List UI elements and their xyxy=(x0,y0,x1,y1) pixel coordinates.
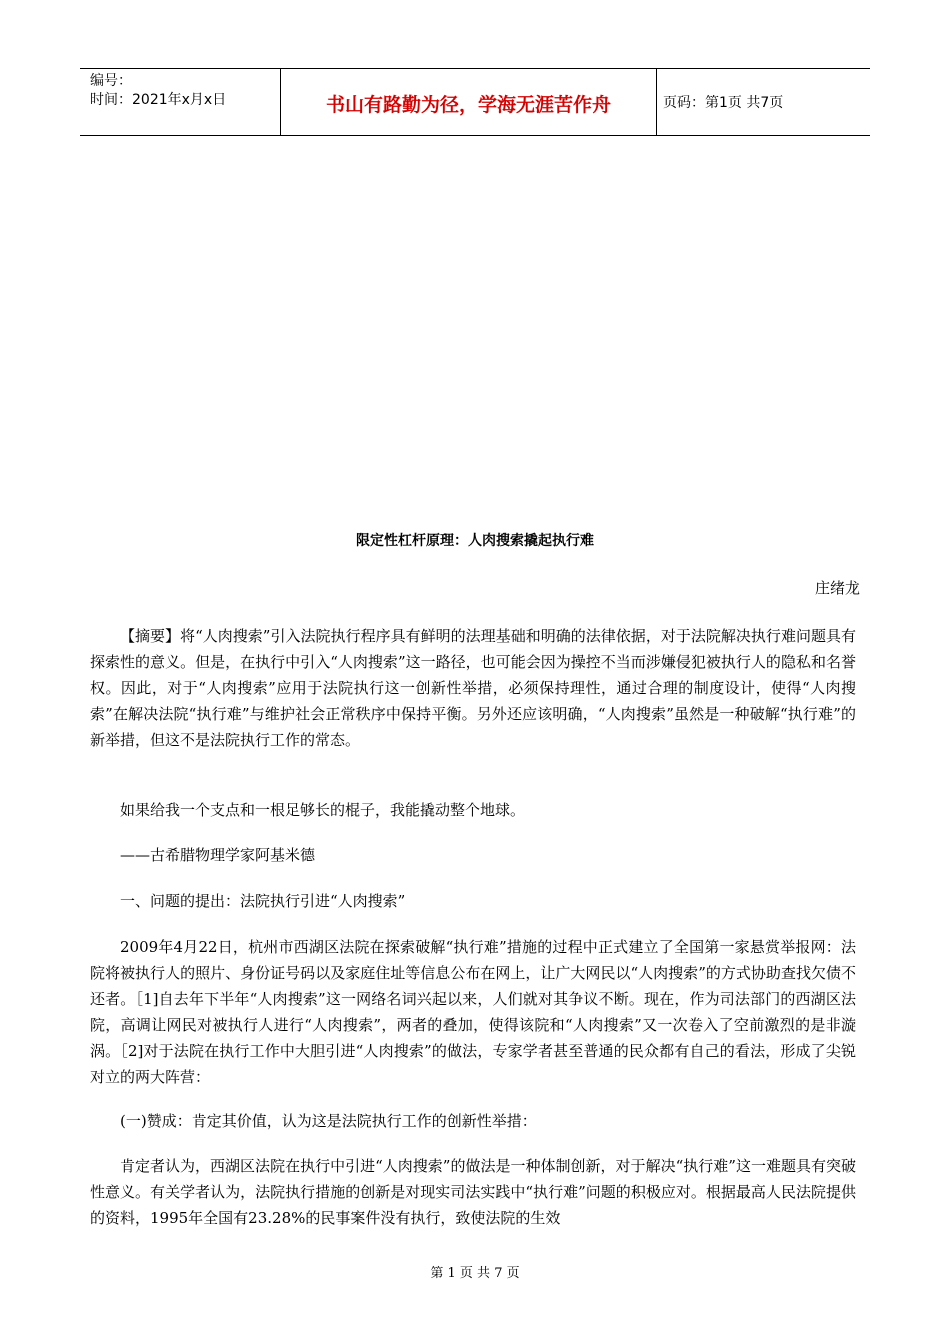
quote-block xyxy=(90,797,856,823)
quote-text: 如果给我一个支点和一根足够长的棍子，我能撬动整个地球。 xyxy=(120,801,526,819)
header-motto: 书山有路勤为径，学海无涯苦作舟 xyxy=(281,69,657,135)
abstract-paragraph: 【摘要】将“人肉搜索”引入法院执行程序具有鲜明的法理基础和明确的法律依据，对于法院解决执行难问题具有探索性的意义。但是，在执行中引入“人肉搜索”这一路径，也可能会因为操控不当而涉嫌侵犯被执行人的隐私和名誉权。因此，对于“人肉搜索”应用于法院执行这一创新性举措，必须保持理性，通过合理的制度设计，使得“人肉搜索”在解决法院“执行难”与维护社会正常秩序中保持平衡。另外还应该明确，“人肉搜索”虽然是一种破解“执行难”的新举措，但这不是法院执行工作的常态。 xyxy=(90,627,856,749)
header-page-info: 页码：第1页 共7页 xyxy=(663,95,784,111)
abstract-block xyxy=(90,623,856,753)
document-header xyxy=(80,68,870,136)
body-paragraph-2: 肯定者认为，西湖区法院在执行中引进“人肉搜索”的做法是一种体制创新，对于解决“执行难”这一难题具有突破性意义。有关学者认为，法院执行措施的创新是对现实司法实践中“执行难”问题的积极应对。根据最高人民法院提供的资料，1995年全国有23.28%的民事案件没有执行，致使法院的生效 xyxy=(90,1157,856,1227)
quote-source: ——古希腊物理学家阿基米德 xyxy=(120,846,316,864)
page-title: 限定性杠杆原理：人肉搜索撬起执行难 xyxy=(356,533,594,549)
number-label: 编号： xyxy=(90,73,132,89)
time-label: 时间：2021年x月x日 xyxy=(90,92,227,108)
header-meta-cell xyxy=(80,69,281,135)
subheading-block xyxy=(90,1108,856,1134)
paragraph-block-2 xyxy=(90,1153,856,1231)
author-name: 庄绪龙 xyxy=(814,579,860,597)
page-footer: 第 1 页 共 7 页 xyxy=(430,1266,520,1281)
section-heading: 一、问题的提出：法院执行引进“人肉搜索” xyxy=(120,892,406,910)
body-paragraph-1: 2009年4月22日，杭州市西湖区法院在探索破解“执行难”措施的过程中正式建立了全国第一家悬赏举报网：法院将被执行人的照片、身份证号码以及家庭住址等信息公布在网上，让广大网民以“人肉搜索”的方式协助查找欠债不还者。［1]自去年下半年“人肉搜索”这一网络名词兴起以来，人们就对其争议不断。现在，作为司法部门的西湖区法院，高调让网民对被执行人进行“人肉搜索”，两者的叠加，使得该院和“人肉搜索”又一次卷入了空前激烈的是非漩涡。［2]对于法院在执行工作中大胆引进“人肉搜索”的做法，专家学者甚至普通的民众都有自己的看法，形成了尖锐对立的两大阵营： xyxy=(90,938,856,1086)
paragraph-block-1 xyxy=(90,934,856,1090)
section-heading-block xyxy=(90,888,856,914)
subheading-1: (一)赞成：肯定其价值，认为这是法院执行工作的创新性举措： xyxy=(120,1112,537,1130)
quote-source-block xyxy=(90,842,856,868)
